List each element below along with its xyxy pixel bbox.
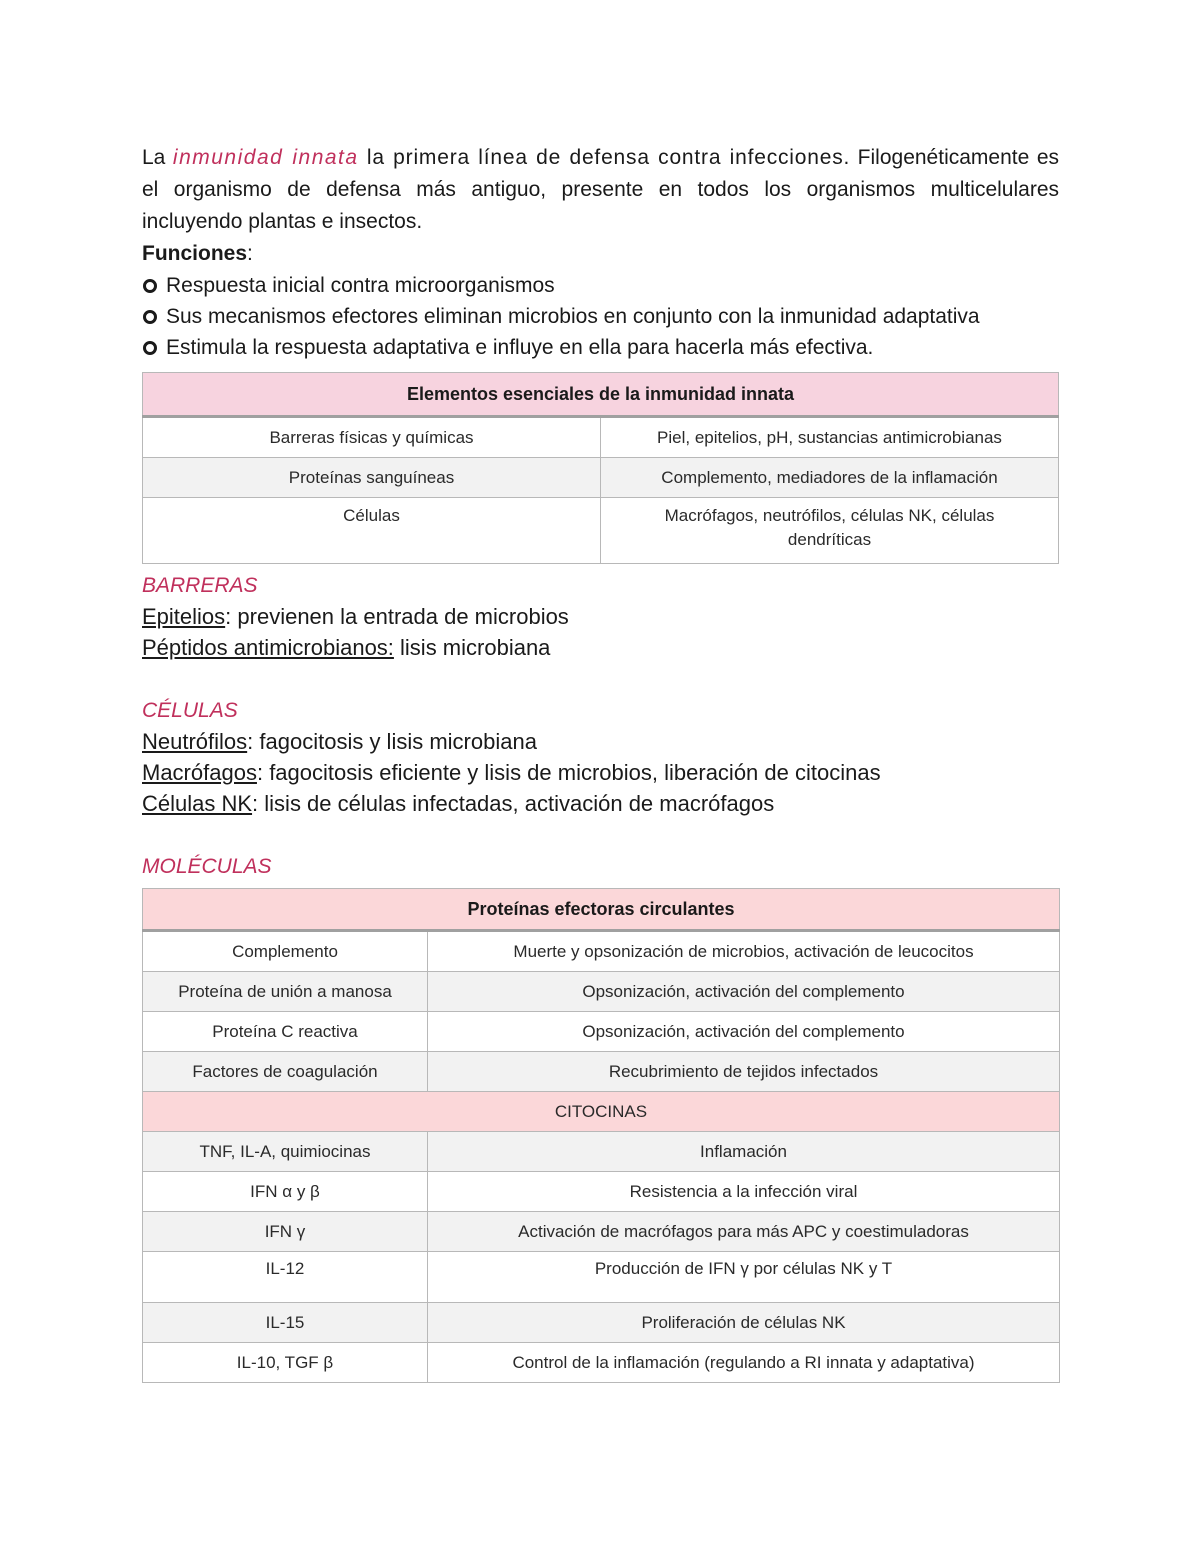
list-item: [142, 301, 1059, 332]
definition-line: [142, 788, 1059, 819]
table-cell: Complemento: [143, 931, 428, 972]
table-row: [143, 1172, 1060, 1212]
list-item-text: Sus mecanismos efectores eliminan microbios en conjunto con la inmunidad adaptativa: [166, 305, 980, 328]
definition-sep: :: [247, 729, 254, 754]
definition-label: Neutrófilos: [142, 729, 248, 754]
table-cell: Células: [143, 498, 601, 564]
section-title-moleculas: MOLÉCULAS: [142, 855, 272, 878]
table-cell: Factores de coagulación: [143, 1052, 428, 1092]
list-item: [142, 332, 1059, 363]
table-cell: IL-12: [143, 1252, 428, 1303]
innate-elements-table: [142, 372, 1059, 564]
table-cell: Proteínas sanguíneas: [143, 458, 601, 498]
list-item-text: Estimula la respuesta adaptativa e influye en ella para hacerla más efectiva.: [166, 336, 874, 359]
intro-term: inmunidad innata: [172, 146, 359, 169]
table-subheader-row: [143, 1092, 1060, 1132]
circle-bullet-icon: [143, 341, 157, 355]
definition-text: fagocitosis eficiente y lisis de microbios, liberación de citocinas: [263, 760, 881, 785]
table-row: [143, 1012, 1060, 1052]
table-row: [143, 1303, 1060, 1343]
table-row: [143, 498, 1059, 564]
effector-proteins-table: [142, 888, 1060, 1383]
intro-rest: Filogenéticamente es el organismo de defensa más antiguo, presente en todos los organismos multicelulares incluyendo plantas e insectos.: [142, 146, 1059, 233]
circle-bullet-icon: [143, 310, 157, 324]
table-row: [143, 931, 1060, 972]
table-cell: Opsonización, activación del complemento: [428, 972, 1060, 1012]
table-row: [143, 1252, 1060, 1303]
definition-label: Péptidos antimicrobianos:: [142, 635, 394, 660]
circle-bullet-icon: [143, 279, 157, 293]
table-cell: Activación de macrófagos para más APC y coestimuladoras: [428, 1212, 1060, 1252]
definition-sep: :: [225, 604, 232, 629]
definition-line: [142, 757, 1059, 788]
definition-label: Macrófagos: [142, 760, 257, 785]
funciones-heading: [142, 238, 1059, 270]
intro-line1: la primera línea de defensa contra infecciones.: [358, 146, 851, 169]
section-title-celulas: CÉLULAS: [142, 699, 238, 722]
intro-prefix: La: [142, 146, 173, 169]
table-cell: Resistencia a la infección viral: [428, 1172, 1060, 1212]
table-row: [143, 1212, 1060, 1252]
definition-sep: :: [256, 760, 264, 785]
table-cell: Inflamación: [428, 1132, 1060, 1172]
table-cell: IL-10, TGF β: [143, 1343, 428, 1383]
table-cell: Proliferación de células NK: [428, 1303, 1060, 1343]
table-cell: Macrófagos, neutrófilos, células NK, células dendríticas: [601, 498, 1059, 564]
table-row: [143, 1052, 1060, 1092]
definition-label: Células NK: [142, 791, 253, 816]
list-item: [142, 270, 1059, 301]
table-cell: Complemento, mediadores de la inflamación: [601, 458, 1059, 498]
definition-text: previenen la entrada de microbios: [231, 604, 569, 629]
definition-line: [142, 726, 1059, 757]
definition-text: lisis de células infectadas, activación de macrófagos: [258, 791, 775, 816]
funciones-title: Funciones: [142, 242, 248, 265]
table-row: [143, 1343, 1060, 1383]
funciones-colon: :: [247, 242, 253, 265]
intro-paragraph: [142, 142, 1059, 238]
table-cell: Muerte y opsonización de microbios, activación de leucocitos: [428, 931, 1060, 972]
table-cell: Control de la inflamación (regulando a RI innata y adaptativa): [428, 1343, 1060, 1383]
definition-sep: :: [252, 791, 259, 816]
table-cell: Recubrimiento de tejidos infectados: [428, 1052, 1060, 1092]
table-header: Elementos esenciales de la inmunidad innata: [143, 373, 1059, 417]
section-title-barreras: BARRERAS: [142, 574, 258, 597]
table-cell: IFN α y β: [143, 1172, 428, 1212]
table-row: [143, 972, 1060, 1012]
definition-text: fagocitosis y lisis microbiana: [253, 729, 537, 754]
table-cell: TNF, IL-A, quimiocinas: [143, 1132, 428, 1172]
definition-label: Epitelios: [142, 604, 226, 629]
table-row: [143, 458, 1059, 498]
table-cell: Proteína de unión a manosa: [143, 972, 428, 1012]
definition-line: [142, 632, 1059, 663]
definition-line: [142, 601, 1059, 632]
table-cell: Piel, epitelios, pH, sustancias antimicrobianas: [601, 417, 1059, 458]
table-cell: Barreras físicas y químicas: [143, 417, 601, 458]
table-row: [143, 417, 1059, 458]
table-cell: Opsonización, activación del complemento: [428, 1012, 1060, 1052]
table-row: [143, 1132, 1060, 1172]
table-subheader: CITOCINAS: [143, 1092, 1060, 1132]
document-page: [142, 142, 1059, 1383]
table-cell: Producción de IFN γ por células NK y T: [428, 1252, 1060, 1303]
table-cell: IFN γ: [143, 1212, 428, 1252]
list-item-text: Respuesta inicial contra microorganismos: [166, 274, 555, 297]
table-cell: Proteína C reactiva: [143, 1012, 428, 1052]
table-header: Proteínas efectoras circulantes: [143, 889, 1060, 931]
funciones-list: [142, 270, 1059, 363]
table-cell: IL-15: [143, 1303, 428, 1343]
definition-text: lisis microbiana: [393, 635, 551, 660]
